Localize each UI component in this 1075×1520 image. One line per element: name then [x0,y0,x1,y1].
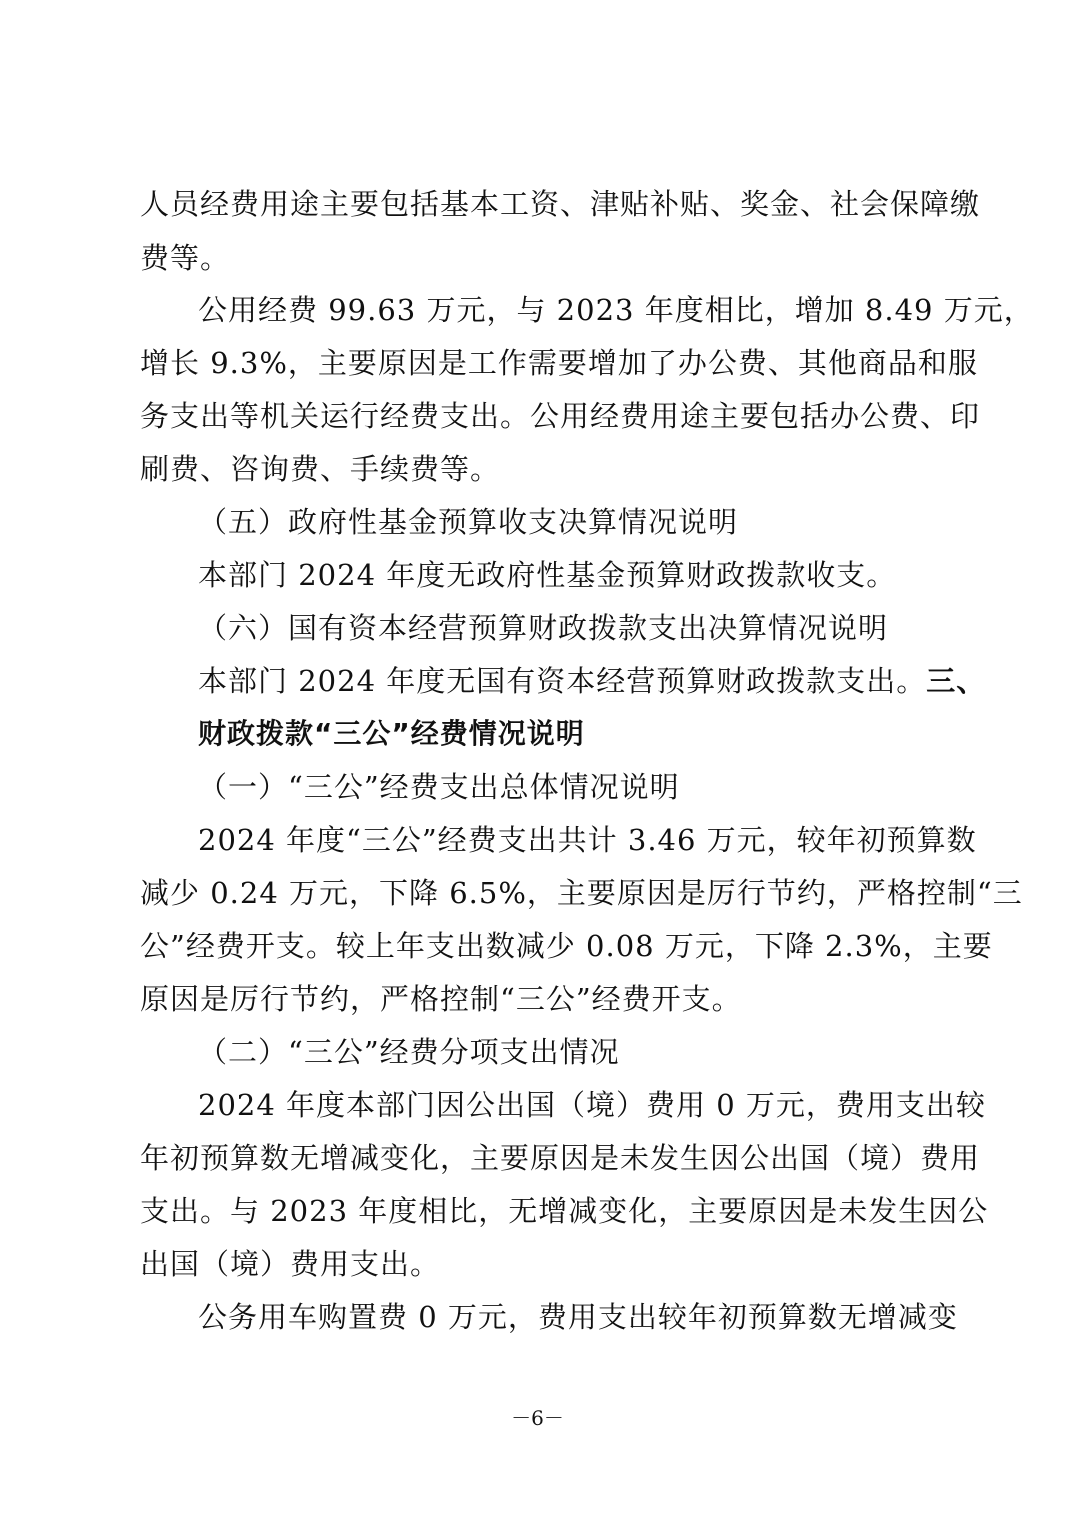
section-number: 三、 [926,664,987,698]
paragraph-line [198,661,987,701]
paragraph-line: 原因是厉行节约，严格控制“三公”经费开支。 [140,982,742,1016]
section-heading: （六）国有资本经营预算财政拨款支出决算情况说明 [198,611,889,645]
paragraph-line: 公”经费开支。较上年支出数减少 0.08 万元，下降 2.3%，主要 [140,929,993,963]
paragraph-line: 出国（境）费用支出。 [140,1247,441,1281]
paragraph-text: 本部门 2024 年度无国有资本经营预算财政拨款支出。 [198,664,927,698]
paragraph-line: 刷费、咨询费、手续费等。 [140,452,501,486]
paragraph-line: 公用经费 99.63 万元，与 2023 年度相比，增加 8.49 万元， [198,293,1034,327]
section-title: 财政拨款“三公”经费情况说明 [198,717,585,750]
page-number: －6－ [511,1406,564,1430]
paragraph-line: 年初预算数无增减变化，主要原因是未发生因公出国（境）费用 [140,1141,981,1175]
subsection-heading: （一）“三公”经费支出总体情况说明 [198,770,680,804]
paragraph-line: 2024 年度本部门因公出国（境）费用 0 万元，费用支出较 [198,1088,986,1122]
paragraph-line: 本部门 2024 年度无政府性基金预算财政拨款收支。 [198,558,897,592]
paragraph-line: 人员经费用途主要包括基本工资、津贴补贴、奖金、社会保障缴 [140,187,981,221]
paragraph-line: 公务用车购置费 0 万元，费用支出较年初预算数无增减变 [198,1300,958,1334]
paragraph-line: 2024 年度“三公”经费支出共计 3.46 万元，较年初预算数 [198,823,977,857]
paragraph-line: 务支出等机关运行经费支出。公用经费用途主要包括办公费、印 [140,399,981,433]
paragraph-line: 支出。与 2023 年度相比，无增减变化，主要原因是未发生因公 [140,1194,989,1228]
subsection-heading: （二）“三公”经费分项支出情况 [198,1035,620,1069]
paragraph-line: 增长 9.3%，主要原因是工作需要增加了办公费、其他商品和服 [140,346,978,380]
section-heading: （五）政府性基金预算收支决算情况说明 [198,505,739,539]
paragraph-line: 减少 0.24 万元，下降 6.5%，主要原因是厉行节约，严格控制“三 [140,876,1023,910]
paragraph-line: 费等。 [140,241,231,275]
